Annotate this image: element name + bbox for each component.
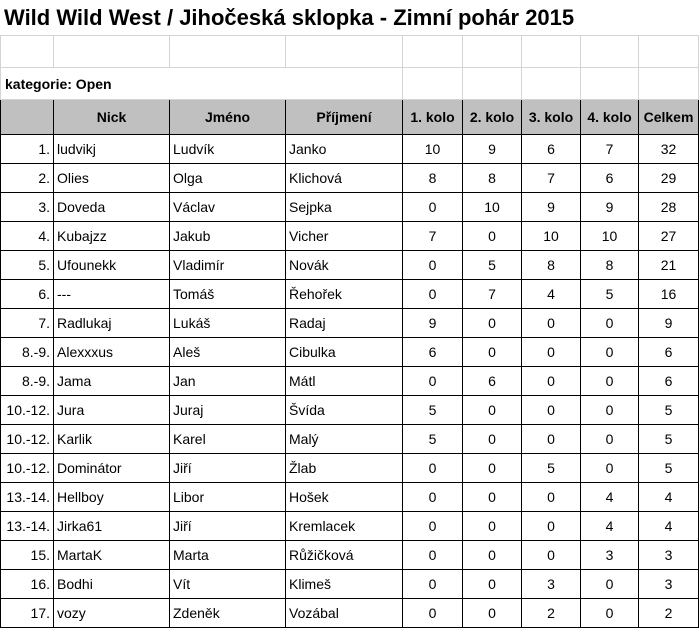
total-cell: 27: [639, 222, 699, 251]
nick-cell: Kubajzz: [54, 222, 170, 251]
nick-cell: Hellboy: [54, 483, 170, 512]
total-cell: 6: [639, 338, 699, 367]
round-2-cell: 0: [463, 309, 522, 338]
round-3-cell: 7: [522, 164, 581, 193]
round-1-cell: 0: [403, 512, 463, 541]
first-name-cell: Tomáš: [170, 280, 286, 309]
round-3-cell: 0: [522, 396, 581, 425]
round-3-cell: 0: [522, 338, 581, 367]
surname-cell: Klimeš: [286, 570, 403, 599]
sheet-title: Wild Wild West / Jihočeská sklopka - Zimní pohár 2015: [4, 5, 575, 30]
round-4-cell: 0: [581, 570, 639, 599]
round-2-cell: 0: [463, 338, 522, 367]
total-cell: 29: [639, 164, 699, 193]
surname-cell: Švída: [286, 396, 403, 425]
round-3-cell: 6: [522, 135, 581, 164]
surname-cell: Malý: [286, 425, 403, 454]
round-3-cell: 0: [522, 309, 581, 338]
table-row: [1, 396, 699, 425]
total-cell: 3: [639, 570, 699, 599]
table-row: [1, 280, 699, 309]
nick-cell: MartaK: [54, 541, 170, 570]
first-name-cell: Jiří: [170, 512, 286, 541]
round-4-cell: 4: [581, 483, 639, 512]
round-3-cell: 0: [522, 425, 581, 454]
rank-cell: 10.-12.: [1, 396, 54, 425]
round-2-cell: 0: [463, 483, 522, 512]
round-4-cell: 5: [581, 280, 639, 309]
first-name-cell: Karel: [170, 425, 286, 454]
round-1-cell: 7: [403, 222, 463, 251]
rank-cell: 4.: [1, 222, 54, 251]
nick-cell: Ufounekk: [54, 251, 170, 280]
round-3-cell: 3: [522, 570, 581, 599]
first-name-cell: Juraj: [170, 396, 286, 425]
total-cell: 5: [639, 425, 699, 454]
surname-cell: Cibulka: [286, 338, 403, 367]
total-cell: 4: [639, 483, 699, 512]
first-name-cell: Zdeněk: [170, 599, 286, 628]
nick-cell: ludvikj: [54, 135, 170, 164]
round-2-cell: 0: [463, 222, 522, 251]
rank-cell: 8.-9.: [1, 367, 54, 396]
nick-cell: Jama: [54, 367, 170, 396]
nick-cell: Bodhi: [54, 570, 170, 599]
round-2-cell: 10: [463, 193, 522, 222]
rank-cell: 2.: [1, 164, 54, 193]
header-round-4: 4. kolo: [581, 100, 639, 135]
round-1-cell: 0: [403, 280, 463, 309]
total-cell: 32: [639, 135, 699, 164]
nick-cell: ---: [54, 280, 170, 309]
rank-cell: 13.-14.: [1, 483, 54, 512]
first-name-cell: Jiří: [170, 454, 286, 483]
header-rank: [1, 100, 54, 135]
table-row: [1, 512, 699, 541]
rank-cell: 5.: [1, 251, 54, 280]
round-1-cell: 8: [403, 164, 463, 193]
table-row: [1, 570, 699, 599]
round-2-cell: 0: [463, 512, 522, 541]
total-cell: 2: [639, 599, 699, 628]
total-cell: 5: [639, 396, 699, 425]
first-name-cell: Olga: [170, 164, 286, 193]
table-row: [1, 599, 699, 628]
table-row: [1, 483, 699, 512]
round-1-cell: 0: [403, 367, 463, 396]
first-name-cell: Vladimír: [170, 251, 286, 280]
header-round-2: 2. kolo: [463, 100, 522, 135]
round-4-cell: 9: [581, 193, 639, 222]
header-name: Jméno: [170, 100, 286, 135]
total-cell: 9: [639, 309, 699, 338]
round-3-cell: 0: [522, 483, 581, 512]
header-total: Celkem: [639, 100, 699, 135]
round-1-cell: 9: [403, 309, 463, 338]
rank-cell: 15.: [1, 541, 54, 570]
first-name-cell: Libor: [170, 483, 286, 512]
round-1-cell: 5: [403, 425, 463, 454]
round-2-cell: 5: [463, 251, 522, 280]
table-row: [1, 454, 699, 483]
surname-cell: Kremlacek: [286, 512, 403, 541]
round-3-cell: 0: [522, 512, 581, 541]
round-1-cell: 10: [403, 135, 463, 164]
nick-cell: Doveda: [54, 193, 170, 222]
round-2-cell: 6: [463, 367, 522, 396]
first-name-cell: Václav: [170, 193, 286, 222]
first-name-cell: Ludvík: [170, 135, 286, 164]
rank-cell: 7.: [1, 309, 54, 338]
blank-row: [1, 36, 699, 68]
round-1-cell: 0: [403, 193, 463, 222]
rank-cell: 6.: [1, 280, 54, 309]
header-round-3: 3. kolo: [522, 100, 581, 135]
first-name-cell: Jan: [170, 367, 286, 396]
table-row: [1, 367, 699, 396]
total-cell: 5: [639, 454, 699, 483]
round-1-cell: 0: [403, 570, 463, 599]
round-4-cell: 0: [581, 338, 639, 367]
round-4-cell: 8: [581, 251, 639, 280]
surname-cell: Radaj: [286, 309, 403, 338]
surname-cell: Hošek: [286, 483, 403, 512]
round-2-cell: 9: [463, 135, 522, 164]
round-3-cell: 10: [522, 222, 581, 251]
surname-cell: Vicher: [286, 222, 403, 251]
header-surname: Příjmení: [286, 100, 403, 135]
round-2-cell: 0: [463, 599, 522, 628]
nick-cell: Alexxxus: [54, 338, 170, 367]
rank-cell: 3.: [1, 193, 54, 222]
first-name-cell: Lukáš: [170, 309, 286, 338]
surname-cell: Růžičková: [286, 541, 403, 570]
round-3-cell: 0: [522, 367, 581, 396]
header-nick: Nick: [54, 100, 170, 135]
rank-cell: 17.: [1, 599, 54, 628]
nick-cell: Radlukaj: [54, 309, 170, 338]
round-4-cell: 0: [581, 454, 639, 483]
round-3-cell: 8: [522, 251, 581, 280]
rank-cell: 16.: [1, 570, 54, 599]
rank-cell: 10.-12.: [1, 425, 54, 454]
total-cell: 16: [639, 280, 699, 309]
round-2-cell: 0: [463, 396, 522, 425]
surname-cell: Novák: [286, 251, 403, 280]
rank-cell: 10.-12.: [1, 454, 54, 483]
round-4-cell: 0: [581, 309, 639, 338]
round-2-cell: 8: [463, 164, 522, 193]
round-3-cell: 9: [522, 193, 581, 222]
table-row: [1, 309, 699, 338]
round-4-cell: 0: [581, 599, 639, 628]
first-name-cell: Marta: [170, 541, 286, 570]
round-1-cell: 6: [403, 338, 463, 367]
surname-cell: Janko: [286, 135, 403, 164]
round-4-cell: 0: [581, 425, 639, 454]
table-row: [1, 135, 699, 164]
round-3-cell: 0: [522, 541, 581, 570]
table-row: [1, 541, 699, 570]
table-row: [1, 193, 699, 222]
round-3-cell: 4: [522, 280, 581, 309]
nick-cell: Jirka61: [54, 512, 170, 541]
round-4-cell: 3: [581, 541, 639, 570]
round-2-cell: 0: [463, 570, 522, 599]
nick-cell: Olies: [54, 164, 170, 193]
round-4-cell: 6: [581, 164, 639, 193]
round-4-cell: 10: [581, 222, 639, 251]
round-1-cell: 5: [403, 396, 463, 425]
header-row: [1, 100, 699, 135]
surname-cell: Sejpka: [286, 193, 403, 222]
header-round-1: 1. kolo: [403, 100, 463, 135]
nick-cell: Jura: [54, 396, 170, 425]
first-name-cell: Aleš: [170, 338, 286, 367]
round-4-cell: 0: [581, 367, 639, 396]
round-1-cell: 0: [403, 483, 463, 512]
total-cell: 6: [639, 367, 699, 396]
rank-cell: 1.: [1, 135, 54, 164]
table-row: [1, 425, 699, 454]
round-1-cell: 0: [403, 599, 463, 628]
round-1-cell: 0: [403, 541, 463, 570]
round-2-cell: 0: [463, 541, 522, 570]
table-row: [1, 338, 699, 367]
table-row: [1, 222, 699, 251]
results-table: [0, 35, 699, 628]
surname-cell: Řehořek: [286, 280, 403, 309]
round-3-cell: 2: [522, 599, 581, 628]
surname-cell: Klichová: [286, 164, 403, 193]
table-row: [1, 164, 699, 193]
rank-cell: 8.-9.: [1, 338, 54, 367]
rank-cell: 13.-14.: [1, 512, 54, 541]
surname-cell: Mátl: [286, 367, 403, 396]
total-cell: 4: [639, 512, 699, 541]
round-2-cell: 0: [463, 454, 522, 483]
nick-cell: Dominátor: [54, 454, 170, 483]
round-2-cell: 7: [463, 280, 522, 309]
first-name-cell: Vít: [170, 570, 286, 599]
round-1-cell: 0: [403, 454, 463, 483]
round-3-cell: 5: [522, 454, 581, 483]
category-label: kategorie: Open: [1, 68, 403, 100]
round-2-cell: 0: [463, 425, 522, 454]
nick-cell: vozy: [54, 599, 170, 628]
round-1-cell: 0: [403, 251, 463, 280]
category-row: [1, 68, 699, 100]
total-cell: 28: [639, 193, 699, 222]
total-cell: 3: [639, 541, 699, 570]
surname-cell: Vozábal: [286, 599, 403, 628]
total-cell: 21: [639, 251, 699, 280]
first-name-cell: Jakub: [170, 222, 286, 251]
round-4-cell: 7: [581, 135, 639, 164]
table-row: [1, 251, 699, 280]
round-4-cell: 4: [581, 512, 639, 541]
round-4-cell: 0: [581, 396, 639, 425]
nick-cell: Karlik: [54, 425, 170, 454]
surname-cell: Žlab: [286, 454, 403, 483]
